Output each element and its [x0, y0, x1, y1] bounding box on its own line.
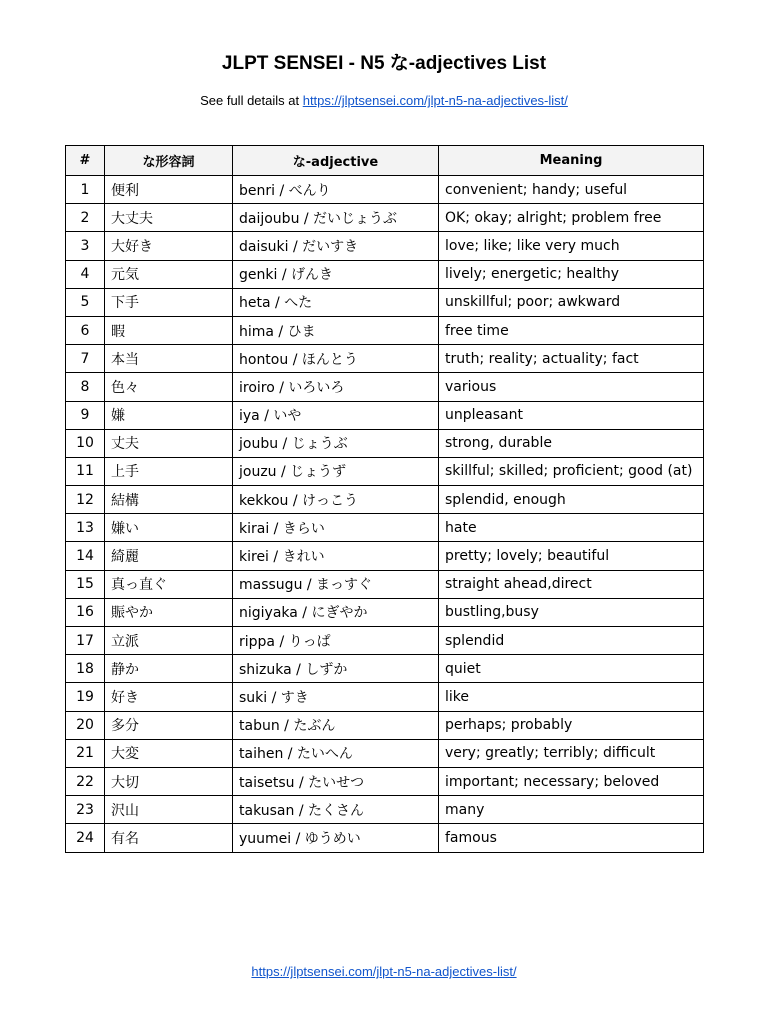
table-row [66, 767, 704, 795]
table-row [66, 288, 704, 316]
row-kanji: 賑やか [105, 598, 233, 626]
row-kanji: 好き [105, 683, 233, 711]
row-number: 9 [66, 401, 105, 429]
row-kanji: 嫌 [105, 401, 233, 429]
column-header-kanji: な形容詞 [105, 146, 233, 176]
row-romaji: genki / げんき [233, 260, 439, 288]
row-meaning: truth; reality; actuality; fact [439, 345, 704, 373]
row-kanji: 便利 [105, 176, 233, 204]
row-number: 13 [66, 514, 105, 542]
row-romaji: suki / すき [233, 683, 439, 711]
table-row [66, 514, 704, 542]
table-row [66, 486, 704, 514]
row-romaji: joubu / じょうぶ [233, 429, 439, 457]
column-header-number: # [66, 146, 105, 176]
table-row [66, 739, 704, 767]
row-meaning: pretty; lovely; beautiful [439, 542, 704, 570]
row-number: 23 [66, 796, 105, 824]
row-meaning: like [439, 683, 704, 711]
row-romaji: kekkou / けっこう [233, 486, 439, 514]
table-row [66, 204, 704, 232]
row-number: 20 [66, 711, 105, 739]
row-romaji: massugu / まっすぐ [233, 570, 439, 598]
table-body [66, 176, 704, 853]
table-row [66, 401, 704, 429]
row-kanji: 大切 [105, 767, 233, 795]
table-row [66, 345, 704, 373]
row-number: 19 [66, 683, 105, 711]
row-meaning: bustling,busy [439, 598, 704, 626]
row-romaji: hima / ひま [233, 316, 439, 344]
row-kanji: 丈夫 [105, 429, 233, 457]
column-header-meaning: Meaning [439, 146, 704, 176]
row-meaning: perhaps; probably [439, 711, 704, 739]
row-kanji: 大好き [105, 232, 233, 260]
row-kanji: 色々 [105, 373, 233, 401]
row-kanji: 大丈夫 [105, 204, 233, 232]
row-kanji: 有名 [105, 824, 233, 852]
row-kanji: 立派 [105, 627, 233, 655]
row-number: 15 [66, 570, 105, 598]
row-romaji: daisuki / だいすき [233, 232, 439, 260]
row-number: 4 [66, 260, 105, 288]
footer-link[interactable]: https://jlptsensei.com/jlpt-n5-na-adjectives-list/ [251, 964, 517, 979]
table-row [66, 711, 704, 739]
row-kanji: 真っ直ぐ [105, 570, 233, 598]
row-kanji: 結構 [105, 486, 233, 514]
table-row [66, 683, 704, 711]
row-number: 14 [66, 542, 105, 570]
table-row [66, 824, 704, 852]
row-meaning: various [439, 373, 704, 401]
row-number: 22 [66, 767, 105, 795]
row-kanji: 静か [105, 655, 233, 683]
row-number: 17 [66, 627, 105, 655]
row-romaji: taihen / たいへん [233, 739, 439, 767]
row-kanji: 元気 [105, 260, 233, 288]
row-romaji: takusan / たくさん [233, 796, 439, 824]
row-meaning: lively; energetic; healthy [439, 260, 704, 288]
row-number: 2 [66, 204, 105, 232]
row-number: 10 [66, 429, 105, 457]
row-romaji: nigiyaka / にぎやか [233, 598, 439, 626]
row-romaji: kirei / きれい [233, 542, 439, 570]
row-romaji: tabun / たぶん [233, 711, 439, 739]
row-romaji: heta / へた [233, 288, 439, 316]
table-row [66, 373, 704, 401]
row-number: 11 [66, 457, 105, 485]
row-romaji: iroiro / いろいろ [233, 373, 439, 401]
footer [0, 964, 768, 980]
row-meaning: strong, durable [439, 429, 704, 457]
details-link[interactable]: https://jlptsensei.com/jlpt-n5-na-adjectives-list/ [302, 93, 568, 108]
table-row [66, 570, 704, 598]
table-row [66, 796, 704, 824]
row-meaning: many [439, 796, 704, 824]
row-number: 16 [66, 598, 105, 626]
row-kanji: 嫌い [105, 514, 233, 542]
column-header-romaji: な-adjective [233, 146, 439, 176]
na-adjectives-table [65, 145, 704, 853]
page-title: JLPT SENSEI - N5 な-adjectives List [221, 53, 547, 74]
row-meaning: free time [439, 316, 704, 344]
row-kanji: 綺麗 [105, 542, 233, 570]
row-romaji: benri / べんり [233, 176, 439, 204]
table-row [66, 232, 704, 260]
row-meaning: hate [439, 514, 704, 542]
subtitle-prefix: See full details at [200, 93, 303, 108]
row-kanji: 本当 [105, 345, 233, 373]
row-romaji: yuumei / ゆうめい [233, 824, 439, 852]
row-number: 18 [66, 655, 105, 683]
table-row [66, 598, 704, 626]
row-meaning: skillful; skilled; proficient; good (at) [439, 457, 704, 485]
row-kanji: 多分 [105, 711, 233, 739]
row-meaning: famous [439, 824, 704, 852]
row-meaning: unskillful; poor; awkward [439, 288, 704, 316]
row-number: 12 [66, 486, 105, 514]
table-row [66, 316, 704, 344]
row-romaji: rippa / りっぱ [233, 627, 439, 655]
row-number: 6 [66, 316, 105, 344]
table-header-row [66, 146, 704, 176]
table-row [66, 176, 704, 204]
row-meaning: love; like; like very much [439, 232, 704, 260]
row-kanji: 上手 [105, 457, 233, 485]
row-meaning: splendid [439, 627, 704, 655]
row-romaji: hontou / ほんとう [233, 345, 439, 373]
table-row [66, 429, 704, 457]
row-romaji: iya / いや [233, 401, 439, 429]
row-romaji: taisetsu / たいせつ [233, 767, 439, 795]
row-number: 1 [66, 176, 105, 204]
row-meaning: convenient; handy; useful [439, 176, 704, 204]
table-row [66, 542, 704, 570]
row-meaning: OK; okay; alright; problem free [439, 204, 704, 232]
row-number: 3 [66, 232, 105, 260]
row-kanji: 下手 [105, 288, 233, 316]
row-meaning: quiet [439, 655, 704, 683]
row-number: 7 [66, 345, 105, 373]
row-romaji: daijoubu / だいじょうぶ [233, 204, 439, 232]
row-number: 24 [66, 824, 105, 852]
row-number: 21 [66, 739, 105, 767]
table-row [66, 655, 704, 683]
row-number: 5 [66, 288, 105, 316]
row-kanji: 大変 [105, 739, 233, 767]
row-meaning: very; greatly; terribly; difficult [439, 739, 704, 767]
row-meaning: straight ahead,direct [439, 570, 704, 598]
row-romaji: shizuka / しずか [233, 655, 439, 683]
subtitle [0, 93, 768, 109]
row-kanji: 沢山 [105, 796, 233, 824]
row-meaning: splendid, enough [439, 486, 704, 514]
row-meaning: important; necessary; beloved [439, 767, 704, 795]
table-row [66, 627, 704, 655]
row-meaning: unpleasant [439, 401, 704, 429]
row-romaji: jouzu / じょうず [233, 457, 439, 485]
table-row [66, 457, 704, 485]
table-row [66, 260, 704, 288]
row-kanji: 暇 [105, 316, 233, 344]
row-romaji: kirai / きらい [233, 514, 439, 542]
row-number: 8 [66, 373, 105, 401]
